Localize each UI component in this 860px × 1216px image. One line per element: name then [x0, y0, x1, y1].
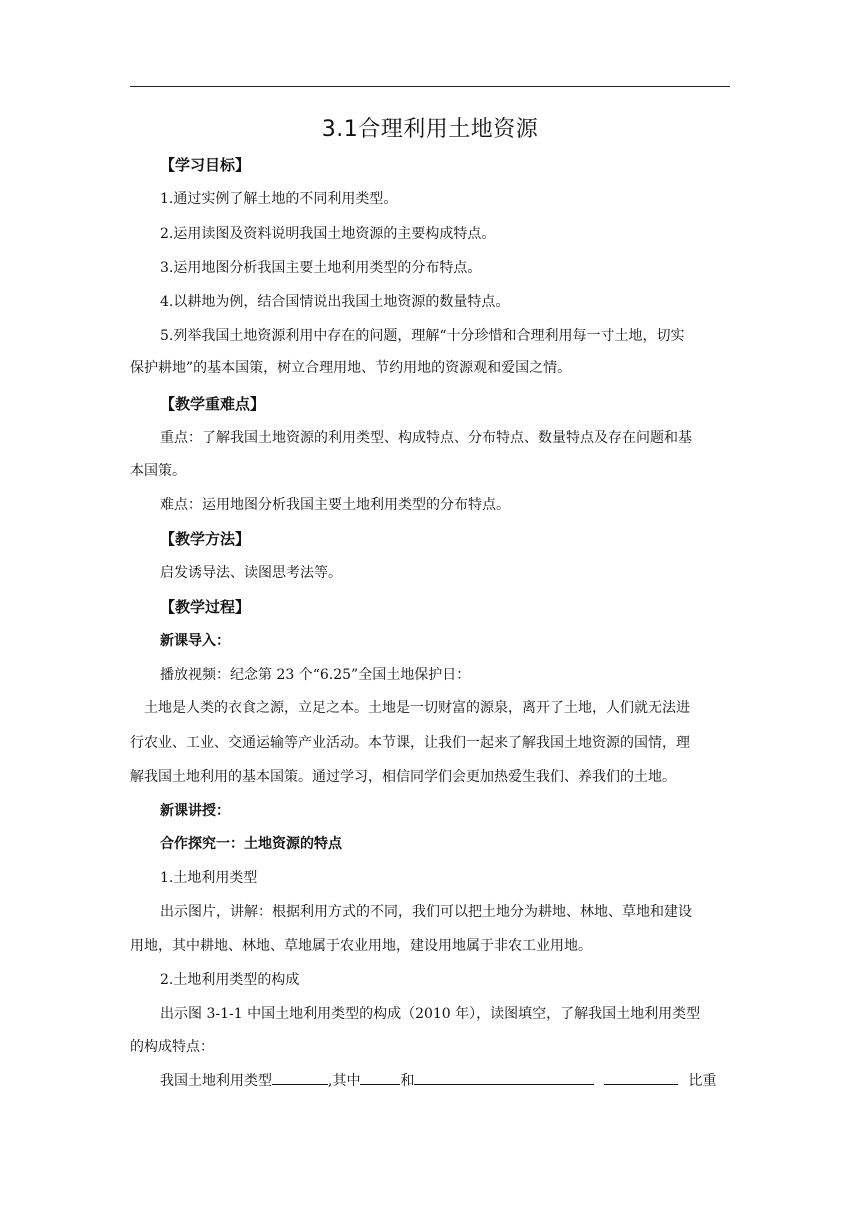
answer-blank-3[interactable]: [414, 1068, 594, 1085]
fill-blank-line: [130, 1064, 760, 1098]
header-rule: [130, 86, 730, 87]
item1-text-line-1: 出示图片，讲解：根据利用方式的不同，我们可以把土地分为耕地、林地、草地和建设: [160, 904, 692, 920]
goals-heading: 【学习目标】: [160, 156, 251, 174]
answer-blank-2[interactable]: [360, 1068, 400, 1085]
intro-paragraph-line-1: 土地是人类的衣食之源，立足之本。土地是一切财富的源泉，离开了土地，人们就无法进: [144, 700, 690, 716]
fill-blank-text-2: ,其中: [328, 1073, 361, 1089]
goal-2: 2.运用读图及资料说明我国土地资源的主要构成特点。: [160, 226, 496, 242]
goal-4: 4.以耕地为例，结合国情说出我国土地资源的数量特点。: [160, 294, 510, 310]
explore-heading: 合作探究一：土地资源的特点: [160, 836, 342, 852]
key-point-main: 重点：了解我国土地资源的利用类型、构成特点、分布特点、数量特点及存在问题和基: [160, 430, 692, 446]
goal-1: 1.通过实例了解土地的不同利用类型。: [160, 191, 398, 207]
goal-5: 5.列举我国土地资源利用中存在的问题，理解“十分珍惜和合理利用每一寸土地，切实: [160, 328, 685, 344]
key-point-difficult: 难点：运用地图分析我国主要土地利用类型的分布特点。: [160, 497, 510, 513]
goal-3: 3.运用地图分析我国主要土地利用类型的分布特点。: [160, 260, 482, 276]
process-heading: 【教学过程】: [160, 598, 251, 616]
lecture-heading: 新课讲授：: [160, 803, 230, 819]
intro-paragraph-line-3: 解我国土地利用的基本国策。通过学习，相信同学们会更加热爱生我们、养我们的土地。: [130, 769, 676, 785]
goal-5-cont: 保护耕地”的基本国策，树立合理用地、节约用地的资源观和爱国之情。: [130, 360, 572, 376]
answer-blank-4[interactable]: [604, 1068, 678, 1085]
intro-heading: 新课导入：: [160, 633, 230, 649]
item1-title: 1.土地利用类型: [160, 870, 258, 886]
item2-title: 2.土地利用类型的构成: [160, 972, 300, 988]
fill-blank-text-4: 比重: [688, 1073, 717, 1089]
item1-text-line-2: 用地，其中耕地、林地、草地属于农业用地，建设用地属于非农工业用地。: [130, 938, 592, 954]
key-point-main-cont: 本国策。: [130, 463, 186, 479]
fill-blank-text-1: 我国土地利用类型: [160, 1073, 272, 1089]
item2-text-line-2: 的构成特点：: [130, 1039, 214, 1055]
key-heading: 【教学重难点】: [160, 395, 266, 413]
method-heading: 【教学方法】: [160, 530, 251, 548]
page-title: 3.1合理利用土地资源: [321, 117, 539, 142]
answer-blank-1[interactable]: [272, 1068, 328, 1085]
intro-paragraph-line-2: 行农业、工业、交通运输等产业活动。本节课，让我们一起来了解我国土地资源的国情，理: [130, 735, 690, 751]
fill-blank-text-3: 和: [400, 1073, 415, 1089]
method-text: 启发诱导法、读图思考法等。: [160, 565, 342, 581]
intro-video: 播放视频：纪念第 23 个“6.25”全国土地保护日：: [160, 667, 471, 683]
item2-text-line-1: 出示图 3-1-1 中国土地利用类型的构成（2010 年），读图填空，了解我国土地利用类型: [160, 1006, 701, 1022]
